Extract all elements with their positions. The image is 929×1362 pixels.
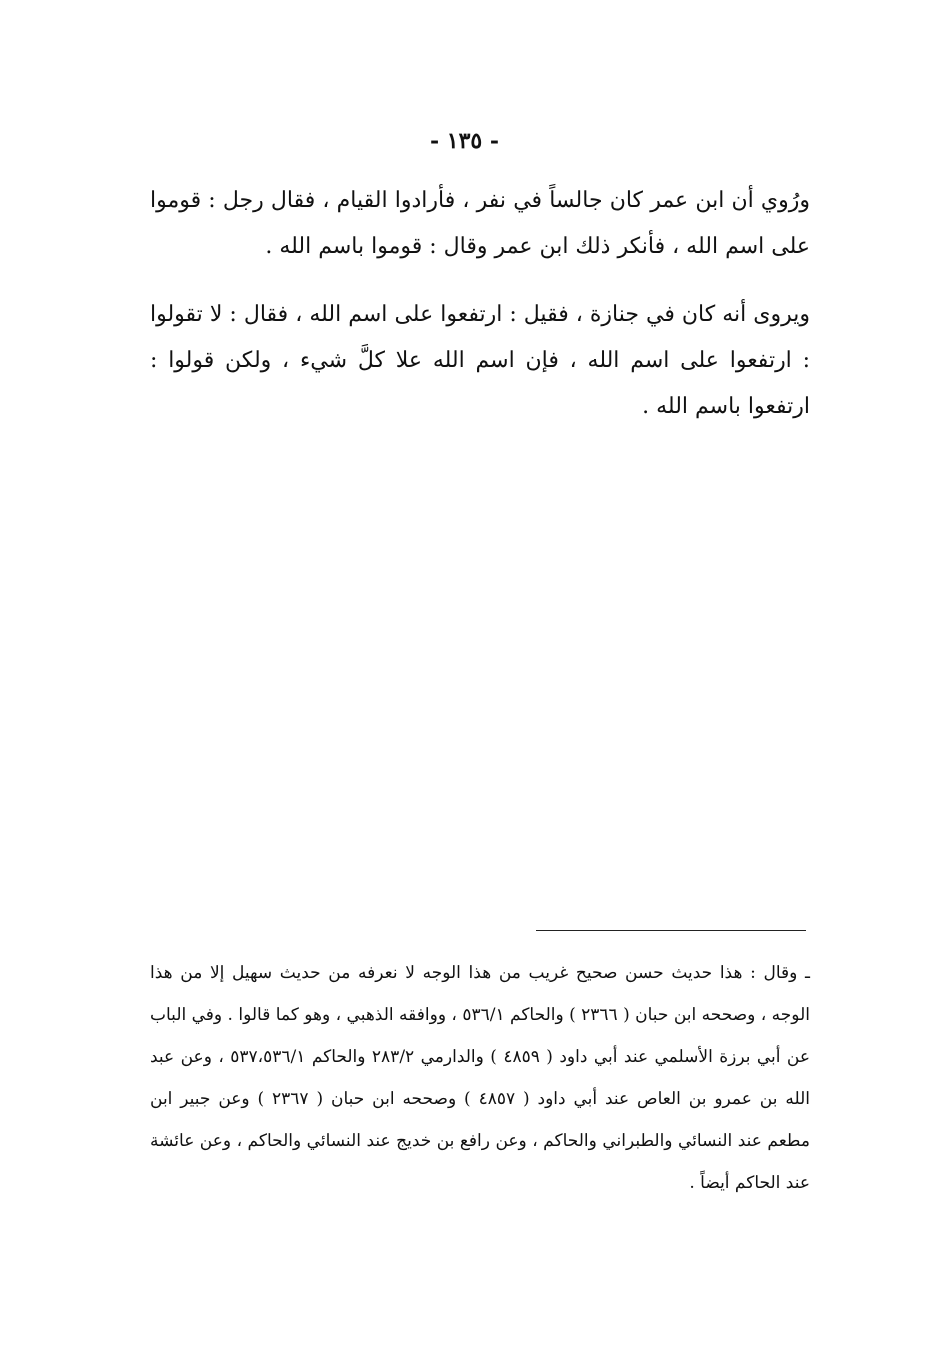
footnote-divider (536, 930, 806, 931)
page-number: - ١٣٥ - (429, 128, 500, 154)
paragraph-1: ورُوي أن ابن عمر كان جالساً في نفر ، فأرادوا القيام ، فقال رجل : قوموا على اسم الله ، فأنكر ذلك ابن عمر وقال : قوموا باسم الله . (150, 188, 810, 259)
footnote-text: ـ وقال : هذا حديث حسن صحيح غريب من هذا الوجه لا نعرفه من حديث سهيل إلا من هذا الوجه ، وصححه ابن حبان ( ٢٣٦٦ ) والحاكم ٥٣٦/١ ، ووافقه الذهبي ، وهو كما قالوا . وفي الباب عن أبي برزة الأسلمي عند أبي داود ( ٤٨٥٩ ) والدارمي ٢٨٣/٢ والحاكم ٥٣٧،٥٣٦/١ ، وعن عبد الله بن عمرو بن العاص عند أبي داود ( ٤٨٥٧ ) وصححه ابن حبان ( ٢٣٦٧ ) وعن جبير ابن مطعم عند النسائي والطبراني والحاكم ، وعن رافع بن خديج عند النسائي والحاكم ، وعن عائشة عند الحاكم أيضاً . (150, 963, 811, 1193)
main-text (150, 178, 810, 452)
paragraph-2: ويروى أنه كان في جنازة ، فقيل : ارتفعوا على اسم الله ، فقال : لا تقولوا : ارتفعوا على اسم الله ، فإن اسم الله علا كلَّ شيء ، ولكن قولوا : ارتفعوا باسم الله . (150, 302, 810, 419)
footnote (150, 952, 810, 1204)
